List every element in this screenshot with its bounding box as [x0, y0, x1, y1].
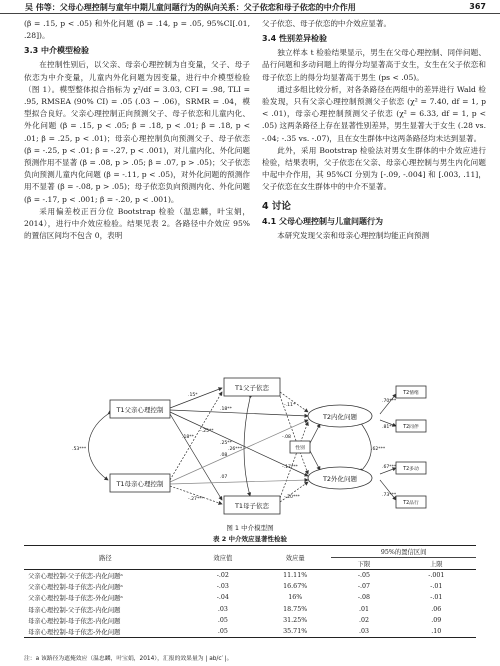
coef-load-peer: .81***: [382, 425, 397, 430]
cell-ratio: 18.75%: [283, 605, 308, 613]
label-ind-hyper: T2多动: [403, 467, 419, 472]
cell-lower: .01: [358, 605, 369, 613]
cell-upper: .10: [397, 626, 476, 637]
coef-f-ma: .18**: [182, 435, 194, 440]
path-f-fa: [170, 388, 222, 408]
cell-path: 父亲心理控制-父子依恋-内化问题ᵃ: [28, 572, 123, 580]
label-m-control: T1母亲心理控制: [116, 480, 164, 488]
col-lower: 下限: [331, 558, 396, 570]
cell-ratio: 31.25%: [283, 617, 308, 625]
mediation-table: [24, 545, 476, 638]
path-corr: [89, 414, 109, 480]
coef-m-ma: -.27***: [188, 497, 204, 502]
cell-path: 父亲心理控制-母子依恋-内化问题ᵃ: [28, 584, 123, 592]
path-f-int: [170, 410, 308, 416]
cell-lower: -.07: [357, 583, 371, 591]
paragraph: 独立样本 t 检验结果显示，男生在父母心理控制、同伴问题、品行问题和多动问题上的得分均显著高于女生，女生在父子依恋和母子依恋上的得分均显著高于男生 (ps < .05)。: [262, 48, 486, 82]
col-path: 路径: [24, 546, 187, 570]
coef-fa-ma: .26***: [228, 447, 243, 452]
coef-f-ext: .25**: [220, 441, 232, 446]
table-row: [24, 626, 476, 637]
cell-ratio: 35.71%: [259, 626, 331, 637]
table-row: [24, 615, 476, 626]
mediation-model-svg: [70, 372, 430, 522]
paragraph: 此外，采用 Bootstrap 检验法对男女生群体的中介效应进行检验，结果表明，父子依恋在父亲、母亲心理控制与男生内化问题中起中介作用，其 95%CI 分别为 [-.09, -.004] 和 [.003, .11]，父子依恋在女生群体中的中介不显著。: [262, 145, 486, 192]
coef-load-conduct: .73***: [382, 493, 397, 498]
cell-path: 母亲心理控制-父子依恋-内化问题: [28, 606, 121, 614]
left-column: [24, 18, 250, 242]
table-row: [24, 581, 476, 592]
paragraph: 本研究发现父亲和母亲心理控制均能正向预测: [277, 230, 430, 240]
cell-lower: -.08: [357, 594, 371, 602]
section-heading: 3.3 中介模型检验: [24, 46, 89, 56]
cell-upper: -.01: [430, 583, 443, 591]
coef-ma-int: -.17***: [282, 465, 298, 470]
table-footnote: 注：a 该路径为遮掩效应（温忠麟，叶宝娟，2014），汇报的效果量为 | ab/c′ |。: [24, 656, 233, 662]
label-gender: 性别: [295, 446, 305, 451]
label-ind-peer: T2同伴: [403, 425, 419, 430]
paragraph: 通过多组比较分析，对各条路径在两组中的差异进行 Wald 检验发现，只有父亲心理控制预测父子依恋 (χ² = 7.40, df = 1, p < .01)，母亲心理控制预测父子依恋 (χ² = 6.33, df = 1, p < .05) 这两条路径上存在显著性别差异，男生显著大于女生 (.28 vs. -.04; -.35 vs. -.07)，且在女生群体中这两条路径均未达到显著。: [262, 84, 486, 143]
coef-load-emotion: .70***: [382, 399, 397, 404]
cell-path: 母亲心理控制-母子依恋-内化问题: [28, 618, 121, 626]
paragraph: 在控制性别后，以父亲、母亲心理控制为自变量，父子、母子依恋为中介变量，儿童内外化问题为因变量，进行中介模型检验（图 1）。模型整体拟合指标为 χ²/df = 3.03, CFI = .98, TLI = .95, RMSEA (90% CI) = .05 (.03 ~ .06)，SRMR = .04，模型拟合良好。父亲心理控制正向预测父子、母子依恋和儿童内化、外化问题 (β = .15, p < .05; β = .18, p < .01; β = .18, p < .01; β = .25, p < .01)；母亲心理控制负向预测父子、母子依恋 (β = -.25, p < .01; β = -.27, p < .001)，对儿童内化、外化问题预测作用不显著 (β = .08, p > .05; β = .07, p > .05)；父子依恋负向预测儿童内化问题 (β = -.11, p < .05)，对外化问题的预测作用不显著 (β = -.08, p > .05)；母子依恋负向预测内化、外化问题 (β = -.17, p < .001; β = -.20, p < .001)。: [24, 60, 250, 204]
cell-effect: -.02: [216, 571, 229, 579]
col-ratio: 效应量: [259, 546, 331, 570]
coef-load-hyper: .67***: [382, 465, 397, 470]
paragraph: 采用偏差校正百分位 Bootstrap 检验（温忠麟，叶宝娟，2014），进行中介效应检验。结果见表 2。各路径中介效应 95% 的置信区间均不包含 0，表明: [24, 206, 250, 241]
cell-ratio: 16%: [288, 594, 303, 602]
paragraph: 父子依恋、母子依恋的中介效应显著。: [262, 19, 392, 28]
cell-lower: .03: [331, 626, 396, 637]
table-row: [24, 592, 476, 603]
path-m-ext: [170, 480, 308, 484]
paragraph: (β = .15, p < .05) 和外化问题 (β = .14, p = .05, 95%CI[.01, .28])。: [24, 19, 250, 41]
coef-f-fa: .15*: [188, 393, 198, 398]
label-f-control: T1父亲心理控制: [116, 406, 164, 414]
load-emotion: [380, 394, 396, 414]
coef-corr: .53***: [72, 447, 87, 452]
mediation-model-diagram: [70, 372, 430, 522]
page-number: 367: [469, 2, 486, 11]
section-heading: 4 讨论: [262, 200, 291, 212]
label-internal: T2内化问题: [322, 413, 358, 421]
section-heading: 3.4 性别差异检验: [262, 34, 327, 44]
subsection-heading: 4.1 父母心理控制与儿童问题行为: [262, 216, 383, 226]
cell-upper: -.001: [428, 571, 445, 579]
coef-int-ext: .62***: [371, 447, 386, 452]
cell-ratio: 11.11%: [283, 571, 308, 579]
cell-effect: -.03: [216, 583, 229, 591]
cell-upper: -.01: [430, 594, 443, 602]
table-caption: 表 2 中介效应显著性检验: [212, 535, 288, 543]
col-upper: 上限: [397, 558, 476, 570]
coef-f-int: .18**: [220, 407, 232, 412]
running-header: [0, 0, 500, 14]
coef-m-ext: .07: [220, 475, 228, 480]
cell-effect: -.04: [216, 594, 229, 602]
label-external: T2外化问题: [322, 475, 358, 483]
cell-path: 父亲心理控制-母子依恋-外化问题ᵃ: [28, 595, 123, 603]
col-effect: 效应值: [187, 546, 259, 570]
cell-effect: .05: [187, 626, 259, 637]
cell-effect: .03: [217, 605, 228, 613]
coef-fa-int: -.11*: [284, 403, 296, 408]
cell-ratio: 16.67%: [283, 583, 308, 591]
label-f-attach: T1父子依恋: [234, 384, 270, 392]
path-fa-int: [280, 392, 308, 412]
figure-caption: 图 1 中介模型图: [226, 524, 274, 532]
label-ind-emotion: T2情绪: [403, 391, 419, 396]
label-m-attach: T1母子依恋: [234, 502, 270, 510]
cell-effect: .05: [217, 617, 228, 625]
path-ma-int: [280, 422, 308, 498]
label-ind-conduct: T2品行: [403, 501, 419, 506]
cell-lower: -.05: [357, 571, 371, 579]
table-row: [24, 570, 476, 581]
cell-upper: .09: [431, 617, 442, 625]
coef-ma-ext: -.20***: [284, 495, 300, 500]
path-int-ext: [360, 422, 371, 472]
path-f-ma: [170, 414, 222, 500]
running-title: 吴 伟等：父母心理控制与童年中期儿童问题行为的纵向关系：父子依恋和母子依恋的中介作用: [25, 3, 356, 12]
right-column: [262, 18, 486, 242]
col-ci: 95%的置信区间: [331, 546, 476, 558]
table-row: [24, 604, 476, 615]
coef-m-int: .08: [220, 453, 228, 458]
coef-fa-ext: -.08: [282, 435, 291, 440]
cell-upper: .06: [431, 605, 442, 613]
cell-lower: .02: [358, 617, 369, 625]
cell-path: 母亲心理控制-母子依恋-外化问题: [24, 626, 187, 637]
coef-m-fa: -.25**: [200, 429, 214, 434]
